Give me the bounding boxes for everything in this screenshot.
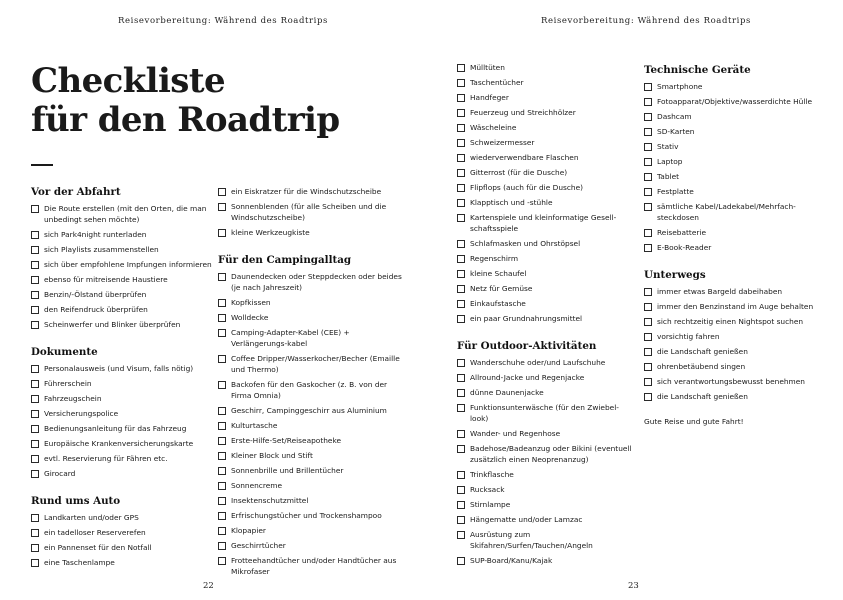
checklist-item-label: Einkaufstasche bbox=[470, 299, 526, 308]
checkbox-icon bbox=[457, 359, 465, 367]
checklist-item bbox=[31, 453, 213, 464]
checklist-item-label: die Landschaft genießen bbox=[657, 347, 748, 356]
section-heading: Für den Campingalltag bbox=[218, 254, 352, 266]
checklist-item bbox=[644, 81, 824, 92]
checklist-item-label: Laptop bbox=[657, 157, 683, 166]
checklist-item-label: sich verantwortungsbewusst benehmen bbox=[657, 377, 805, 386]
checklist-item-label: Ausrüstung zum Skifahren/Surfen/Tauchen/Angeln bbox=[470, 530, 593, 550]
checkbox-icon bbox=[218, 188, 226, 196]
checkbox-icon bbox=[31, 321, 39, 329]
checkbox-icon bbox=[218, 437, 226, 445]
checkbox-icon bbox=[457, 531, 465, 539]
checklist-item bbox=[31, 512, 213, 523]
checklist-item bbox=[644, 201, 824, 223]
checklist-item bbox=[31, 542, 213, 553]
checklist-item-label: Führerschein bbox=[44, 379, 92, 388]
checklist-item-label: sämtliche Kabel/Ladekabel/Mehrfach-steckdosen bbox=[657, 202, 796, 222]
checklist-item-label: kleine Werkzeugkiste bbox=[231, 228, 310, 237]
checklist-item bbox=[457, 372, 633, 383]
checkbox-icon bbox=[31, 380, 39, 388]
checklist-item bbox=[644, 391, 824, 402]
checklist-item bbox=[644, 156, 824, 167]
checkbox-icon bbox=[457, 315, 465, 323]
checkbox-icon bbox=[31, 231, 39, 239]
running-header-right: Reisevorbereitung: Während des Roadtrips bbox=[541, 16, 751, 26]
checkbox-icon bbox=[218, 299, 226, 307]
checklist-item bbox=[457, 484, 633, 495]
checklist-item bbox=[218, 555, 408, 577]
checklist-item-label: Girocard bbox=[44, 469, 76, 478]
checklist-item-label: Erfrischungstücher und Trockenshampoo bbox=[231, 511, 382, 520]
checklist-item bbox=[457, 152, 633, 163]
checkbox-icon bbox=[457, 139, 465, 147]
checklist-item-label: Funktionsunterwäsche (für den Zwiebel-look) bbox=[470, 403, 619, 423]
checklist-item-label: Mülltüten bbox=[470, 63, 505, 72]
checklist-item-label: Rucksack bbox=[470, 485, 505, 494]
checklist-item bbox=[218, 420, 408, 431]
checklist-item bbox=[457, 167, 633, 178]
checkbox-icon bbox=[644, 113, 652, 121]
checklist-item-label: ein Eiskratzer für die Windschutzscheibe bbox=[231, 187, 382, 196]
checkbox-icon bbox=[31, 205, 39, 213]
checklist-item-label: Kleiner Block und Stift bbox=[231, 451, 313, 460]
checklist-item-label: Stirnlampe bbox=[470, 500, 511, 509]
checkbox-icon bbox=[644, 303, 652, 311]
checkbox-icon bbox=[644, 143, 652, 151]
checkbox-icon bbox=[457, 184, 465, 192]
checkbox-icon bbox=[644, 288, 652, 296]
checklist-item bbox=[31, 304, 213, 315]
checklist-item-label: Wolldecke bbox=[231, 313, 269, 322]
page-number-left: 22 bbox=[203, 581, 214, 591]
title-line: für den Roadtrip bbox=[31, 100, 340, 140]
checklist-item-label: wiederverwendbare Flaschen bbox=[470, 153, 579, 162]
checkbox-icon bbox=[31, 365, 39, 373]
checkbox-icon bbox=[31, 470, 39, 478]
checklist-item-label: Insektenschutzmittel bbox=[231, 496, 309, 505]
checkbox-icon bbox=[457, 404, 465, 412]
checklist-item-label: Allround-Jacke und Regenjacke bbox=[470, 373, 585, 382]
checklist-item bbox=[457, 62, 633, 73]
checklist-item bbox=[644, 242, 824, 253]
checklist-item bbox=[644, 316, 824, 327]
checklist-item bbox=[457, 77, 633, 88]
checklist-item-label: Reisebatterie bbox=[657, 228, 707, 237]
checklist-item bbox=[644, 186, 824, 197]
checklist-item bbox=[31, 203, 213, 225]
checklist-item-label: sich über empfohlene Impfungen informieren bbox=[44, 260, 212, 269]
checklist-item bbox=[31, 378, 213, 389]
checklist-item-label: Sonnenbrille und Brillentücher bbox=[231, 466, 344, 475]
checklist-item bbox=[218, 379, 408, 401]
checkbox-icon bbox=[31, 410, 39, 418]
checkbox-icon bbox=[457, 154, 465, 162]
checklist-item bbox=[218, 465, 408, 476]
checkbox-icon bbox=[218, 557, 226, 565]
checklist-item bbox=[457, 137, 633, 148]
checklist-item bbox=[218, 327, 408, 349]
checkbox-icon bbox=[644, 378, 652, 386]
checklist-item-label: SD-Karten bbox=[657, 127, 695, 136]
checklist-item-label: Tablet bbox=[657, 172, 680, 181]
checklist-item bbox=[31, 259, 213, 270]
checkbox-icon bbox=[218, 467, 226, 475]
section-heading: Für Outdoor-Aktivitäten bbox=[457, 340, 597, 352]
checklist-item-label: immer den Benzinstand im Auge behalten bbox=[657, 302, 814, 311]
checklist-item-label: E-Book-Reader bbox=[657, 243, 712, 252]
checkbox-icon bbox=[218, 527, 226, 535]
checkbox-icon bbox=[457, 445, 465, 453]
checklist-item-label: immer etwas Bargeld dabeihaben bbox=[657, 287, 783, 296]
checkbox-icon bbox=[644, 128, 652, 136]
checkbox-icon bbox=[31, 291, 39, 299]
checklist-item-label: Geschirrtücher bbox=[231, 541, 286, 550]
column-1 bbox=[31, 186, 213, 572]
checklist-item bbox=[218, 186, 408, 197]
checkbox-icon bbox=[457, 285, 465, 293]
checkbox-icon bbox=[31, 306, 39, 314]
checklist-item bbox=[457, 92, 633, 103]
checkbox-icon bbox=[644, 244, 652, 252]
checkbox-icon bbox=[31, 544, 39, 552]
title-line: Checkliste bbox=[31, 61, 225, 101]
checkbox-icon bbox=[457, 430, 465, 438]
checklist-item-label: kleine Schaufel bbox=[470, 269, 527, 278]
checklist-item bbox=[31, 438, 213, 449]
checkbox-icon bbox=[218, 542, 226, 550]
checklist-item-label: Personalausweis (und Visum, falls nötig) bbox=[44, 364, 194, 373]
checklist-item bbox=[457, 469, 633, 480]
checklist-item bbox=[31, 408, 213, 419]
checklist-item bbox=[218, 525, 408, 536]
checklist-item-label: sich Playlists zusammenstellen bbox=[44, 245, 159, 254]
checklist-item bbox=[218, 510, 408, 521]
checkbox-icon bbox=[218, 482, 226, 490]
checkbox-icon bbox=[457, 557, 465, 565]
checklist-item bbox=[457, 555, 633, 566]
checklist-item bbox=[457, 253, 633, 264]
section-heading: Rund ums Auto bbox=[31, 495, 121, 507]
checklist-item bbox=[644, 331, 824, 342]
column-4 bbox=[644, 64, 824, 427]
checklist-item-label: ein Pannenset für den Notfall bbox=[44, 543, 152, 552]
checklist-item bbox=[31, 363, 213, 374]
checkbox-icon bbox=[457, 240, 465, 248]
checklist-item-label: ebenso für mitreisende Haustiere bbox=[44, 275, 168, 284]
checklist-item-label: Versicherungspolice bbox=[44, 409, 119, 418]
checklist-item bbox=[218, 480, 408, 491]
checklist-item bbox=[218, 435, 408, 446]
checklist-item bbox=[644, 361, 824, 372]
checklist-item-label: Schweizermesser bbox=[470, 138, 535, 147]
checklist-item-label: Fahrzeugschein bbox=[44, 394, 102, 403]
checklist-item bbox=[218, 227, 408, 238]
checklist-item bbox=[31, 319, 213, 330]
checklist-item bbox=[457, 238, 633, 249]
checklist-item bbox=[31, 527, 213, 538]
checklist-item-label: Schlafmasken und Ohrstöpsel bbox=[470, 239, 581, 248]
checklist bbox=[457, 62, 633, 324]
checklist-item-label: Trinkflasche bbox=[470, 470, 514, 479]
checklist-item-label: vorsichtig fahren bbox=[657, 332, 720, 341]
checkbox-icon bbox=[31, 440, 39, 448]
checklist-item-label: Geschirr, Campinggeschirr aus Aluminium bbox=[231, 406, 387, 415]
checkbox-icon bbox=[218, 314, 226, 322]
checklist-item-label: Camping-Adapter-Kabel (CEE) + Verlängerungs-kabel bbox=[231, 328, 350, 348]
checklist-item-label: Landkarten und/oder GPS bbox=[44, 513, 139, 522]
checkbox-icon bbox=[218, 497, 226, 505]
column-2 bbox=[218, 186, 408, 581]
checkbox-icon bbox=[218, 229, 226, 237]
checklist-item bbox=[644, 126, 824, 137]
checkbox-icon bbox=[644, 318, 652, 326]
checklist-item bbox=[218, 405, 408, 416]
checklist-item-label: Klapptisch und -stühle bbox=[470, 198, 553, 207]
checkbox-icon bbox=[457, 94, 465, 102]
checkbox-icon bbox=[457, 214, 465, 222]
checkbox-icon bbox=[457, 255, 465, 263]
checklist-item-label: Die Route erstellen (mit den Orten, die man unbedingt sehen möchte) bbox=[44, 204, 207, 224]
checklist-item bbox=[644, 96, 824, 107]
checklist-item bbox=[644, 301, 824, 312]
checkbox-icon bbox=[218, 203, 226, 211]
checkbox-icon bbox=[457, 471, 465, 479]
checklist-item-label: SUP-Board/Kanu/Kajak bbox=[470, 556, 553, 565]
checkbox-icon bbox=[457, 389, 465, 397]
checkbox-icon bbox=[31, 529, 39, 537]
checklist-item-label: evtl. Reservierung für Fähren etc. bbox=[44, 454, 168, 463]
checklist-item bbox=[644, 171, 824, 182]
checklist-item-label: Dashcam bbox=[657, 112, 692, 121]
checkbox-icon bbox=[644, 363, 652, 371]
checklist-item bbox=[457, 197, 633, 208]
checklist-item bbox=[31, 423, 213, 434]
checklist-item bbox=[644, 376, 824, 387]
checklist-item-label: Handfeger bbox=[470, 93, 509, 102]
checklist-item bbox=[218, 450, 408, 461]
checklist-item bbox=[31, 393, 213, 404]
section-heading: Dokumente bbox=[31, 346, 98, 358]
checklist-item bbox=[457, 402, 633, 424]
checklist-item-label: Badehose/Badeanzug oder Bikini (eventuell zusätzlich einen Neoprenanzug) bbox=[470, 444, 632, 464]
checklist-item-label: Netz für Gemüse bbox=[470, 284, 533, 293]
checklist-item-label: Bedienungsanleitung für das Fahrzeug bbox=[44, 424, 187, 433]
closing-note: Gute Reise und gute Fahrt! bbox=[644, 417, 744, 426]
checklist bbox=[644, 286, 824, 402]
checklist-item-label: die Landschaft genießen bbox=[657, 392, 748, 401]
checklist-item bbox=[644, 286, 824, 297]
checklist-item-label: Kopfkissen bbox=[231, 298, 271, 307]
checklist-item bbox=[31, 557, 213, 568]
checklist-item-label: sich Park4night runterladen bbox=[44, 230, 147, 239]
checkbox-icon bbox=[218, 381, 226, 389]
checkbox-icon bbox=[457, 124, 465, 132]
checklist-item-label: Sonnenblenden (für alle Scheiben und die Windschutzscheibe) bbox=[231, 202, 387, 222]
checklist-item bbox=[218, 495, 408, 506]
checklist-item bbox=[218, 271, 408, 293]
checklist bbox=[218, 271, 408, 577]
checklist-item-label: Coffee Dripper/Wasserkocher/Becher (Emaille und Thermo) bbox=[231, 354, 400, 374]
checkbox-icon bbox=[457, 374, 465, 382]
checklist-item-label: Fotoapparat/Objektive/wasserdichte Hülle bbox=[657, 97, 812, 106]
checklist-item-label: Festplatte bbox=[657, 187, 694, 196]
checkbox-icon bbox=[457, 501, 465, 509]
checklist-item-label: Wanderschuhe oder/und Laufschuhe bbox=[470, 358, 606, 367]
checklist-item-label: Europäische Krankenversicherungskarte bbox=[44, 439, 194, 448]
checklist-item bbox=[218, 201, 408, 223]
checklist-item-label: Benzin/-Ölstand überprüfen bbox=[44, 290, 147, 299]
checkbox-icon bbox=[644, 83, 652, 91]
checkbox-icon bbox=[644, 348, 652, 356]
checklist-item-label: Taschentücher bbox=[470, 78, 524, 87]
checklist-item-label: Wäscheleine bbox=[470, 123, 517, 132]
checklist-item-label: ohrenbetäubend singen bbox=[657, 362, 746, 371]
checklist-item-label: den Reifendruck überprüfen bbox=[44, 305, 148, 314]
checklist-item-label: Flipflops (auch für die Dusche) bbox=[470, 183, 584, 192]
checklist-item bbox=[457, 268, 633, 279]
checklist-item-label: Backofen für den Gaskocher (z. B. von der Firma Omnia) bbox=[231, 380, 388, 400]
checkbox-icon bbox=[457, 109, 465, 117]
checklist-item bbox=[31, 274, 213, 285]
checkbox-icon bbox=[31, 261, 39, 269]
checkbox-icon bbox=[457, 64, 465, 72]
checklist-item bbox=[31, 289, 213, 300]
checklist bbox=[457, 357, 633, 566]
checklist-item-label: Kulturtasche bbox=[231, 421, 278, 430]
checklist-item-label: Stativ bbox=[657, 142, 679, 151]
checkbox-icon bbox=[218, 407, 226, 415]
checkbox-icon bbox=[218, 273, 226, 281]
checkbox-icon bbox=[218, 422, 226, 430]
checkbox-icon bbox=[31, 559, 39, 567]
checkbox-icon bbox=[457, 79, 465, 87]
checklist-item-label: dünne Daunenjacke bbox=[470, 388, 544, 397]
checkbox-icon bbox=[457, 300, 465, 308]
column-3 bbox=[457, 62, 633, 570]
checkbox-icon bbox=[31, 395, 39, 403]
checklist-item-label: Klopapier bbox=[231, 526, 266, 535]
checklist bbox=[31, 512, 213, 568]
checkbox-icon bbox=[218, 329, 226, 337]
checkbox-icon bbox=[457, 169, 465, 177]
checklist-item bbox=[644, 227, 824, 238]
checklist-item-label: Feuerzeug und Streichhölzer bbox=[470, 108, 576, 117]
checkbox-icon bbox=[457, 486, 465, 494]
checkbox-icon bbox=[218, 452, 226, 460]
checklist-item-label: Daunendecken oder Steppdecken oder beides (je nach Jahreszeit) bbox=[231, 272, 402, 292]
checklist-item-label: eine Taschenlampe bbox=[44, 558, 115, 567]
checklist-item bbox=[457, 107, 633, 118]
checklist-item bbox=[457, 212, 633, 234]
checklist-item-label: sich rechtzeitig einen Nightspot suchen bbox=[657, 317, 804, 326]
checkbox-icon bbox=[218, 512, 226, 520]
checkbox-icon bbox=[457, 270, 465, 278]
checkbox-icon bbox=[31, 425, 39, 433]
checklist-item bbox=[457, 499, 633, 510]
checklist-item-label: Sonnencreme bbox=[231, 481, 283, 490]
checklist-item-label: Wander- und Regenhose bbox=[470, 429, 561, 438]
checklist-item bbox=[644, 346, 824, 357]
checklist-item bbox=[31, 244, 213, 255]
checklist bbox=[31, 363, 213, 479]
checklist-item-label: Regenschirm bbox=[470, 254, 519, 263]
checklist-item-label: Scheinwerfer und Blinker überprüfen bbox=[44, 320, 181, 329]
page-title bbox=[31, 62, 340, 140]
checklist-item bbox=[457, 514, 633, 525]
checkbox-icon bbox=[31, 246, 39, 254]
checkbox-icon bbox=[644, 333, 652, 341]
checklist-item bbox=[457, 428, 633, 439]
checklist-item bbox=[457, 122, 633, 133]
page-number-right: 23 bbox=[628, 581, 639, 591]
checklist-item bbox=[218, 540, 408, 551]
checklist-item bbox=[457, 443, 633, 465]
checklist-item-label: Hängematte und/oder Lamzac bbox=[470, 515, 583, 524]
checklist-item-label: Gitterrost (für die Dusche) bbox=[470, 168, 568, 177]
checklist bbox=[644, 81, 824, 253]
checkbox-icon bbox=[31, 514, 39, 522]
title-rule bbox=[31, 164, 53, 166]
checklist-item bbox=[218, 353, 408, 375]
checkbox-icon bbox=[457, 516, 465, 524]
checkbox-icon bbox=[644, 158, 652, 166]
checkbox-icon bbox=[644, 229, 652, 237]
checkbox-icon bbox=[218, 355, 226, 363]
checklist-item bbox=[31, 468, 213, 479]
checklist-item bbox=[457, 529, 633, 551]
checkbox-icon bbox=[644, 188, 652, 196]
checklist-item-label: Erste-Hilfe-Set/Reiseapotheke bbox=[231, 436, 342, 445]
checklist-item bbox=[31, 229, 213, 240]
section-heading: Unterwegs bbox=[644, 269, 706, 281]
checklist-item bbox=[457, 283, 633, 294]
checkbox-icon bbox=[644, 393, 652, 401]
checklist-item bbox=[218, 312, 408, 323]
checklist-item bbox=[218, 297, 408, 308]
checklist bbox=[218, 186, 408, 238]
checkbox-icon bbox=[31, 455, 39, 463]
checkbox-icon bbox=[644, 173, 652, 181]
checklist bbox=[31, 203, 213, 330]
checkbox-icon bbox=[644, 98, 652, 106]
checkbox-icon bbox=[31, 276, 39, 284]
checklist-item-label: Kartenspiele und kleinformatige Gesell-schaftsspiele bbox=[470, 213, 617, 233]
checklist-item bbox=[457, 313, 633, 324]
checkbox-icon bbox=[644, 203, 652, 211]
checklist-item bbox=[644, 141, 824, 152]
checklist-item-label: ein paar Grundnahrungsmittel bbox=[470, 314, 583, 323]
running-header-left: Reisevorbereitung: Während des Roadtrips bbox=[118, 16, 328, 26]
checklist-item bbox=[457, 387, 633, 398]
checklist-item-label: Smartphone bbox=[657, 82, 703, 91]
section-heading: Vor der Abfahrt bbox=[31, 186, 121, 198]
section-heading: Technische Geräte bbox=[644, 64, 751, 76]
checklist-item bbox=[644, 111, 824, 122]
checklist-item bbox=[457, 182, 633, 193]
checklist-item-label: Frotteehandtücher und/oder Handtücher aus Mikrofaser bbox=[231, 556, 397, 576]
checkbox-icon bbox=[457, 199, 465, 207]
checklist-item bbox=[457, 357, 633, 368]
checklist-item bbox=[457, 298, 633, 309]
checklist-item-label: ein tadelloser Reserverefen bbox=[44, 528, 146, 537]
